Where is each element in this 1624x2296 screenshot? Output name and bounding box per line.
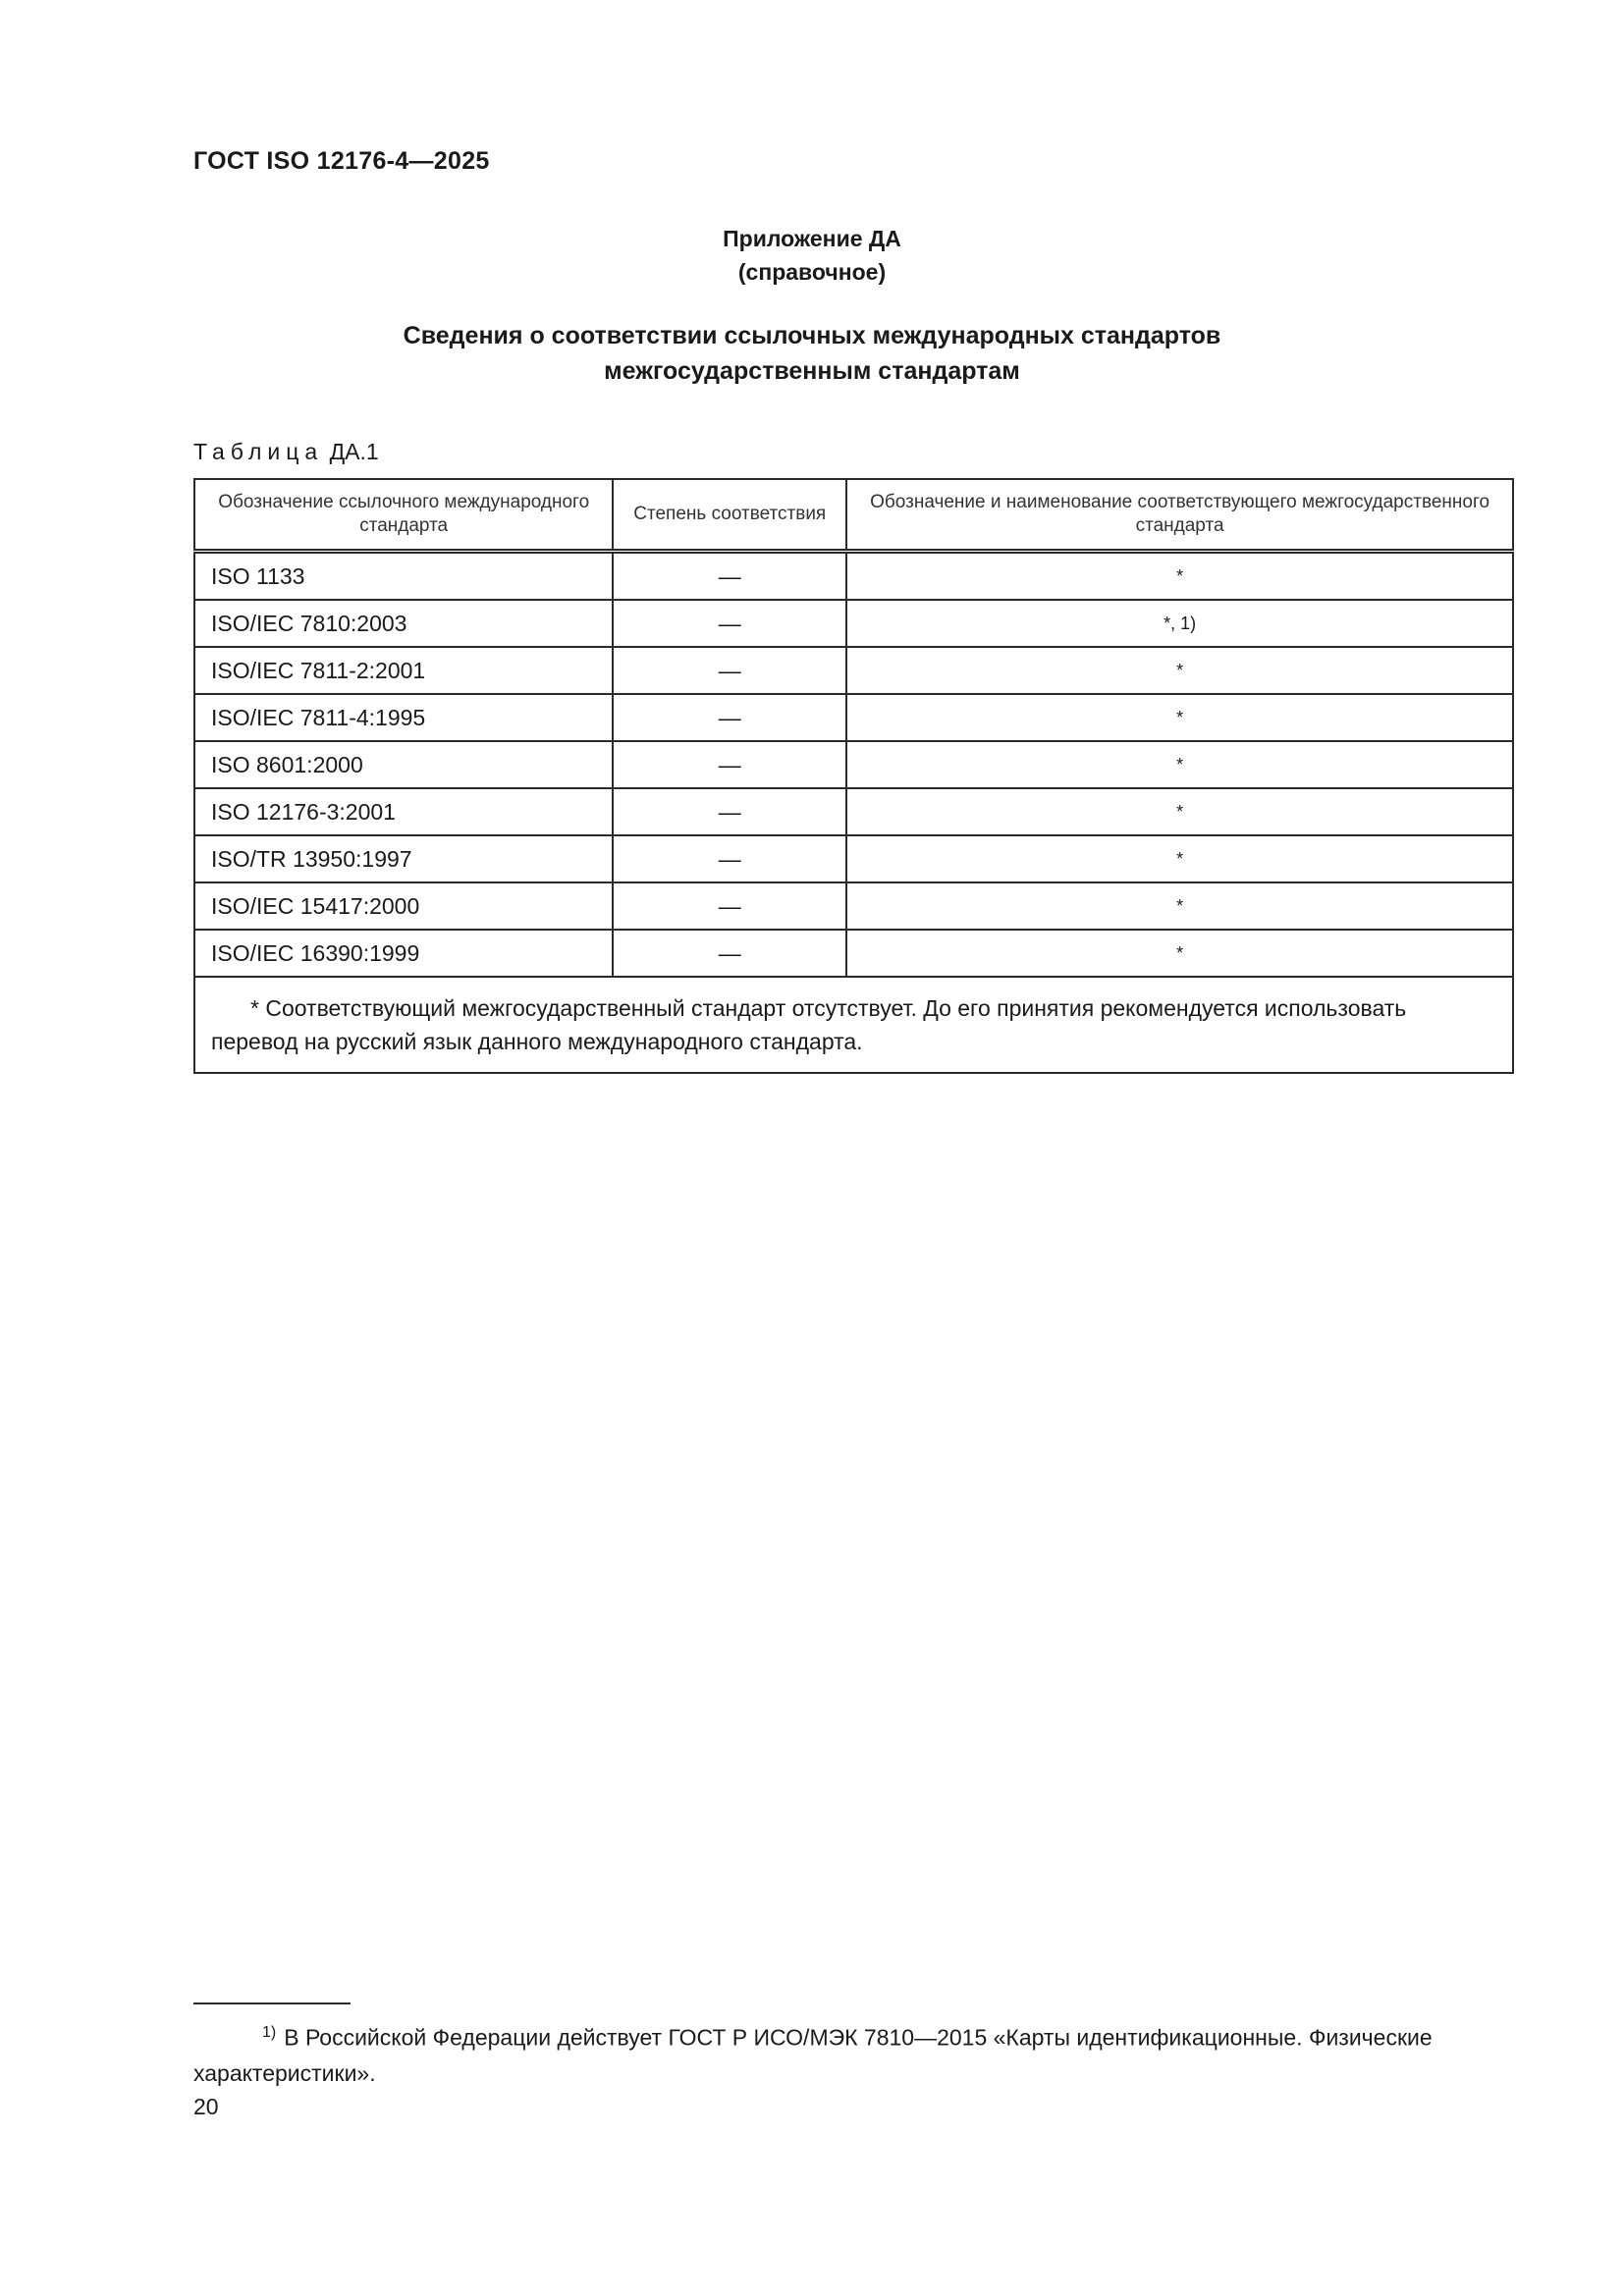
cell-gost: * — [846, 882, 1513, 930]
cell-standard: ISO 12176-3:2001 — [194, 788, 613, 835]
table-row — [194, 835, 1513, 882]
cell-standard: ISO/IEC 7810:2003 — [194, 600, 613, 647]
column-header-standard: Обозначение ссылочного международного стандарта — [194, 479, 613, 552]
cell-gost: * — [846, 694, 1513, 741]
cell-gost: * — [846, 930, 1513, 977]
page-footnote — [193, 2015, 1514, 2091]
table-header-row — [194, 479, 1513, 552]
document-code: ГОСТ ISO 12176-4—2025 — [193, 147, 490, 175]
footnote-divider — [193, 2002, 351, 2004]
section-title-line2: межгосударственным стандартам — [604, 357, 1020, 385]
table-footnote-text: * Соответствующий межгосударственный стандарт отсутствует. До его принятия рекомендуется использовать перевод на русский язык данного международного стандарта. — [211, 995, 1407, 1054]
section-title-line1: Сведения о соответствии ссылочных международных стандартов — [403, 322, 1221, 349]
table-footnote-row — [194, 977, 1513, 1073]
cell-degree: — — [613, 600, 846, 647]
cell-degree: — — [613, 788, 846, 835]
table-row — [194, 647, 1513, 694]
column-header-gost: Обозначение и наименование соответствующего межгосударственного стандарта — [846, 479, 1513, 552]
cell-standard: ISO/TR 13950:1997 — [194, 835, 613, 882]
cell-standard: ISO/IEC 15417:2000 — [194, 882, 613, 930]
cell-standard: ISO 1133 — [194, 552, 613, 601]
cell-degree: — — [613, 930, 846, 977]
table-caption — [193, 439, 379, 465]
cell-degree: — — [613, 741, 846, 788]
cell-degree: — — [613, 835, 846, 882]
table-row — [194, 882, 1513, 930]
cell-degree: — — [613, 552, 846, 601]
cell-degree: — — [613, 882, 846, 930]
column-header-degree: Степень соответствия — [613, 479, 846, 552]
cell-standard: ISO 8601:2000 — [194, 741, 613, 788]
table-row — [194, 930, 1513, 977]
table-caption-word: Таблица — [193, 439, 324, 464]
cell-standard: ISO/IEC 16390:1999 — [194, 930, 613, 977]
cell-gost: * — [846, 788, 1513, 835]
table-row — [194, 600, 1513, 647]
cell-degree: — — [613, 647, 846, 694]
appendix-title: Приложение ДА — [723, 226, 901, 251]
conformity-table — [193, 478, 1514, 1074]
cell-standard: ISO/IEC 7811-2:2001 — [194, 647, 613, 694]
appendix-kind: (справочное) — [737, 259, 887, 285]
cell-gost: * — [846, 741, 1513, 788]
cell-standard: ISO/IEC 7811-4:1995 — [194, 694, 613, 741]
cell-gost: * — [846, 647, 1513, 694]
table-caption-number: ДА.1 — [329, 439, 379, 464]
table-row — [194, 552, 1513, 601]
table-footnote — [194, 977, 1513, 1073]
page-number: 20 — [193, 2094, 219, 2119]
footnote-mark: 1) — [262, 2024, 277, 2041]
table-row — [194, 741, 1513, 788]
table-row — [194, 694, 1513, 741]
cell-degree: — — [613, 694, 846, 741]
cell-gost: *, 1) — [846, 600, 1513, 647]
cell-gost: * — [846, 552, 1513, 601]
table-row — [194, 788, 1513, 835]
footnote-text: В Российской Федерации действует ГОСТ Р ИСО/МЭК 7810—2015 «Карты идентификационные. Физические характеристики». — [193, 2024, 1433, 2086]
cell-gost: * — [846, 835, 1513, 882]
